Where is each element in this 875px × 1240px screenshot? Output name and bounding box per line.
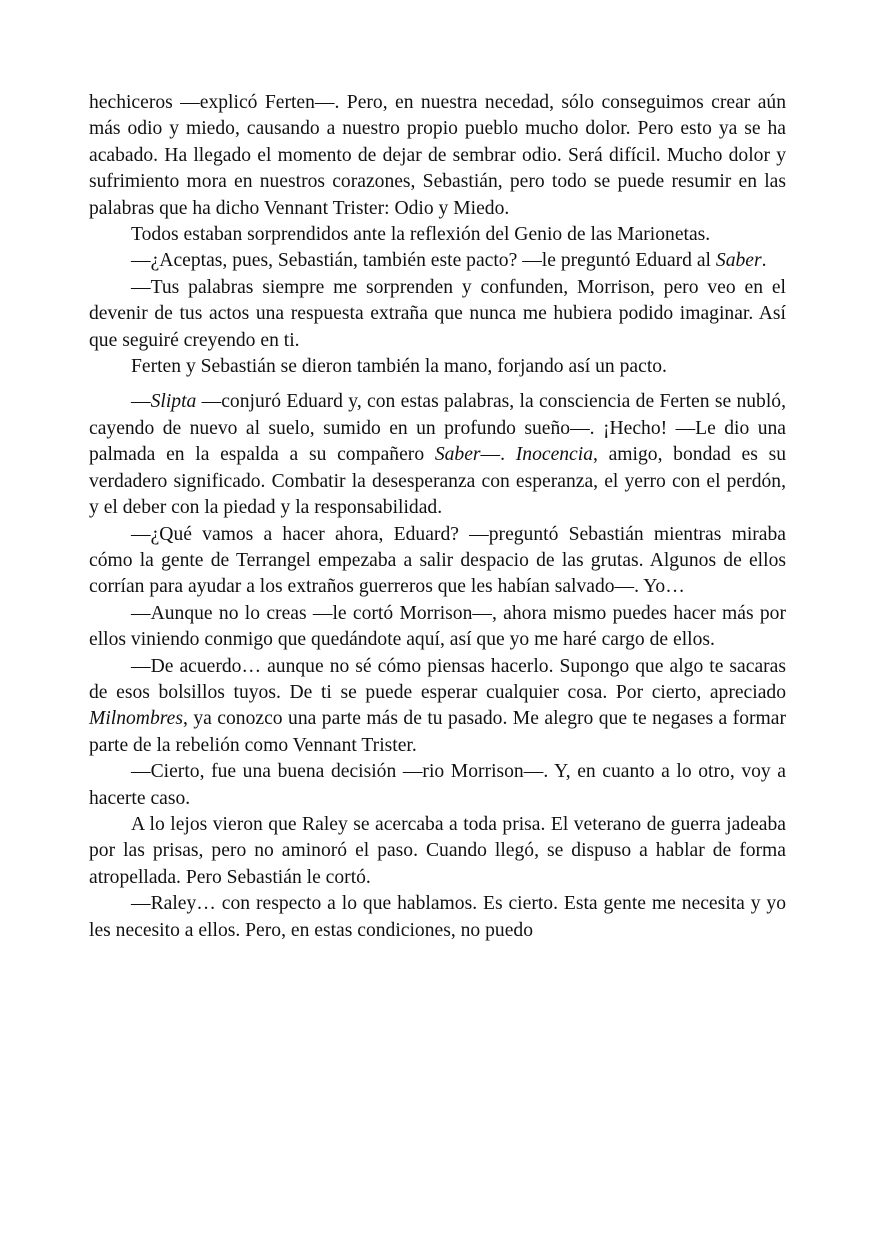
paragraph bbox=[89, 891, 786, 944]
text-run: —De acuerdo… aunque no sé cómo piensas hacerlo. Supongo que algo te sacaras de esos bolsillos tuyos. De ti se puede esperar cualquier cosa. Por cierto, apreciado bbox=[89, 655, 786, 703]
italic-text: Milnombres bbox=[89, 708, 183, 730]
text-run: —Cierto, fue una buena decisión —rio Morrison—. Y, en cuanto a lo otro, voy a hacerte caso. bbox=[89, 761, 786, 809]
text-run: , ya conozco una parte más de tu pasado. Me alegro que te negases a formar parte de la rebelión como Vennant Trister. bbox=[89, 708, 786, 756]
paragraph bbox=[89, 248, 786, 274]
paragraph bbox=[89, 354, 786, 380]
paragraph bbox=[89, 222, 786, 248]
text-run: . bbox=[761, 250, 767, 272]
text-run: hechiceros —explicó Ferten—. Pero, en nuestra necedad, sólo conseguimos crear aún más odio y miedo, causando a nuestro propio pueblo mucho dolor. Pero esto ya se ha acabado. Ha llegado el momento de dejar de sembrar odio. Será difícil. Mucho dolor y sufrimiento mora en nuestros corazones, Sebastián, pero todo se puede resumir en las palabras que ha dicho Vennant Trister: Odio y Miedo. bbox=[89, 92, 786, 219]
italic-text: Saber bbox=[434, 444, 481, 466]
italic-text: Saber bbox=[715, 250, 762, 272]
paragraph bbox=[89, 759, 786, 812]
text-run: —¿Aceptas, pues, Sebastián, también este pacto? —le preguntó Eduard al bbox=[131, 250, 716, 272]
text-run: —. bbox=[480, 444, 516, 466]
paragraph bbox=[89, 275, 786, 354]
paragraph bbox=[89, 601, 786, 654]
text-run: —Tus palabras siempre me sorprenden y confunden, Morrison, pero veo en el devenir de tus actos una respuesta extraña que nunca me hubiera podido imaginar. Así que seguiré creyendo en ti. bbox=[89, 276, 786, 351]
text-run: A lo lejos vieron que Raley se acercaba a toda prisa. El veterano de guerra jadeaba por las prisas, pero no aminoró el paso. Cuando llegó, se dispuso a hablar de forma atropellada. Pero Sebastián le cortó. bbox=[89, 813, 786, 888]
book-page bbox=[89, 90, 786, 944]
paragraph bbox=[89, 522, 786, 601]
text-run: —¿Qué vamos a hacer ahora, Eduard? —preguntó Sebastián mientras miraba cómo la gente de Terrangel empezaba a salir despacio de las grutas. Algunos de ellos corrían para ayudar a los extraños guerreros que les habían salvado—. Yo… bbox=[89, 523, 786, 598]
paragraph bbox=[89, 90, 786, 222]
text-run: , amigo, bondad es su verdadero significado. Combatir la desesperanza con esperanza, el yerro con el perdón, y el deber con la piedad y la responsabilidad. bbox=[89, 444, 786, 519]
text-run: Todos estaban sorprendidos ante la reflexión del Genio de las Marionetas. bbox=[131, 224, 711, 246]
paragraph bbox=[89, 654, 786, 760]
text-run: Ferten y Sebastián se dieron también la mano, forjando así un pacto. bbox=[131, 356, 667, 378]
text-run: —conjuró Eduard y, con estas palabras, la consciencia de Ferten se nubló, cayendo de nuevo al suelo, sumido en un profundo sueño—. ¡Hecho! —Le dio una palmada en la espalda a su compañero bbox=[89, 391, 786, 466]
paragraph bbox=[89, 389, 786, 521]
paragraph bbox=[89, 812, 786, 891]
text-run: —Aunque no lo creas —le cortó Morrison—, ahora mismo puedes hacer más por ellos viniendo conmigo que quedándote aquí, así que yo me haré cargo de ellos. bbox=[89, 602, 786, 651]
text-run: —Raley… con respecto a lo que hablamos. Es cierto. Esta gente me necesita y yo les necesito a ellos. Pero, en estas condiciones, no puedo bbox=[89, 893, 786, 941]
italic-text: Inocencia bbox=[515, 444, 593, 466]
text-run: — bbox=[131, 391, 151, 413]
italic-text: Slipta bbox=[150, 391, 197, 413]
